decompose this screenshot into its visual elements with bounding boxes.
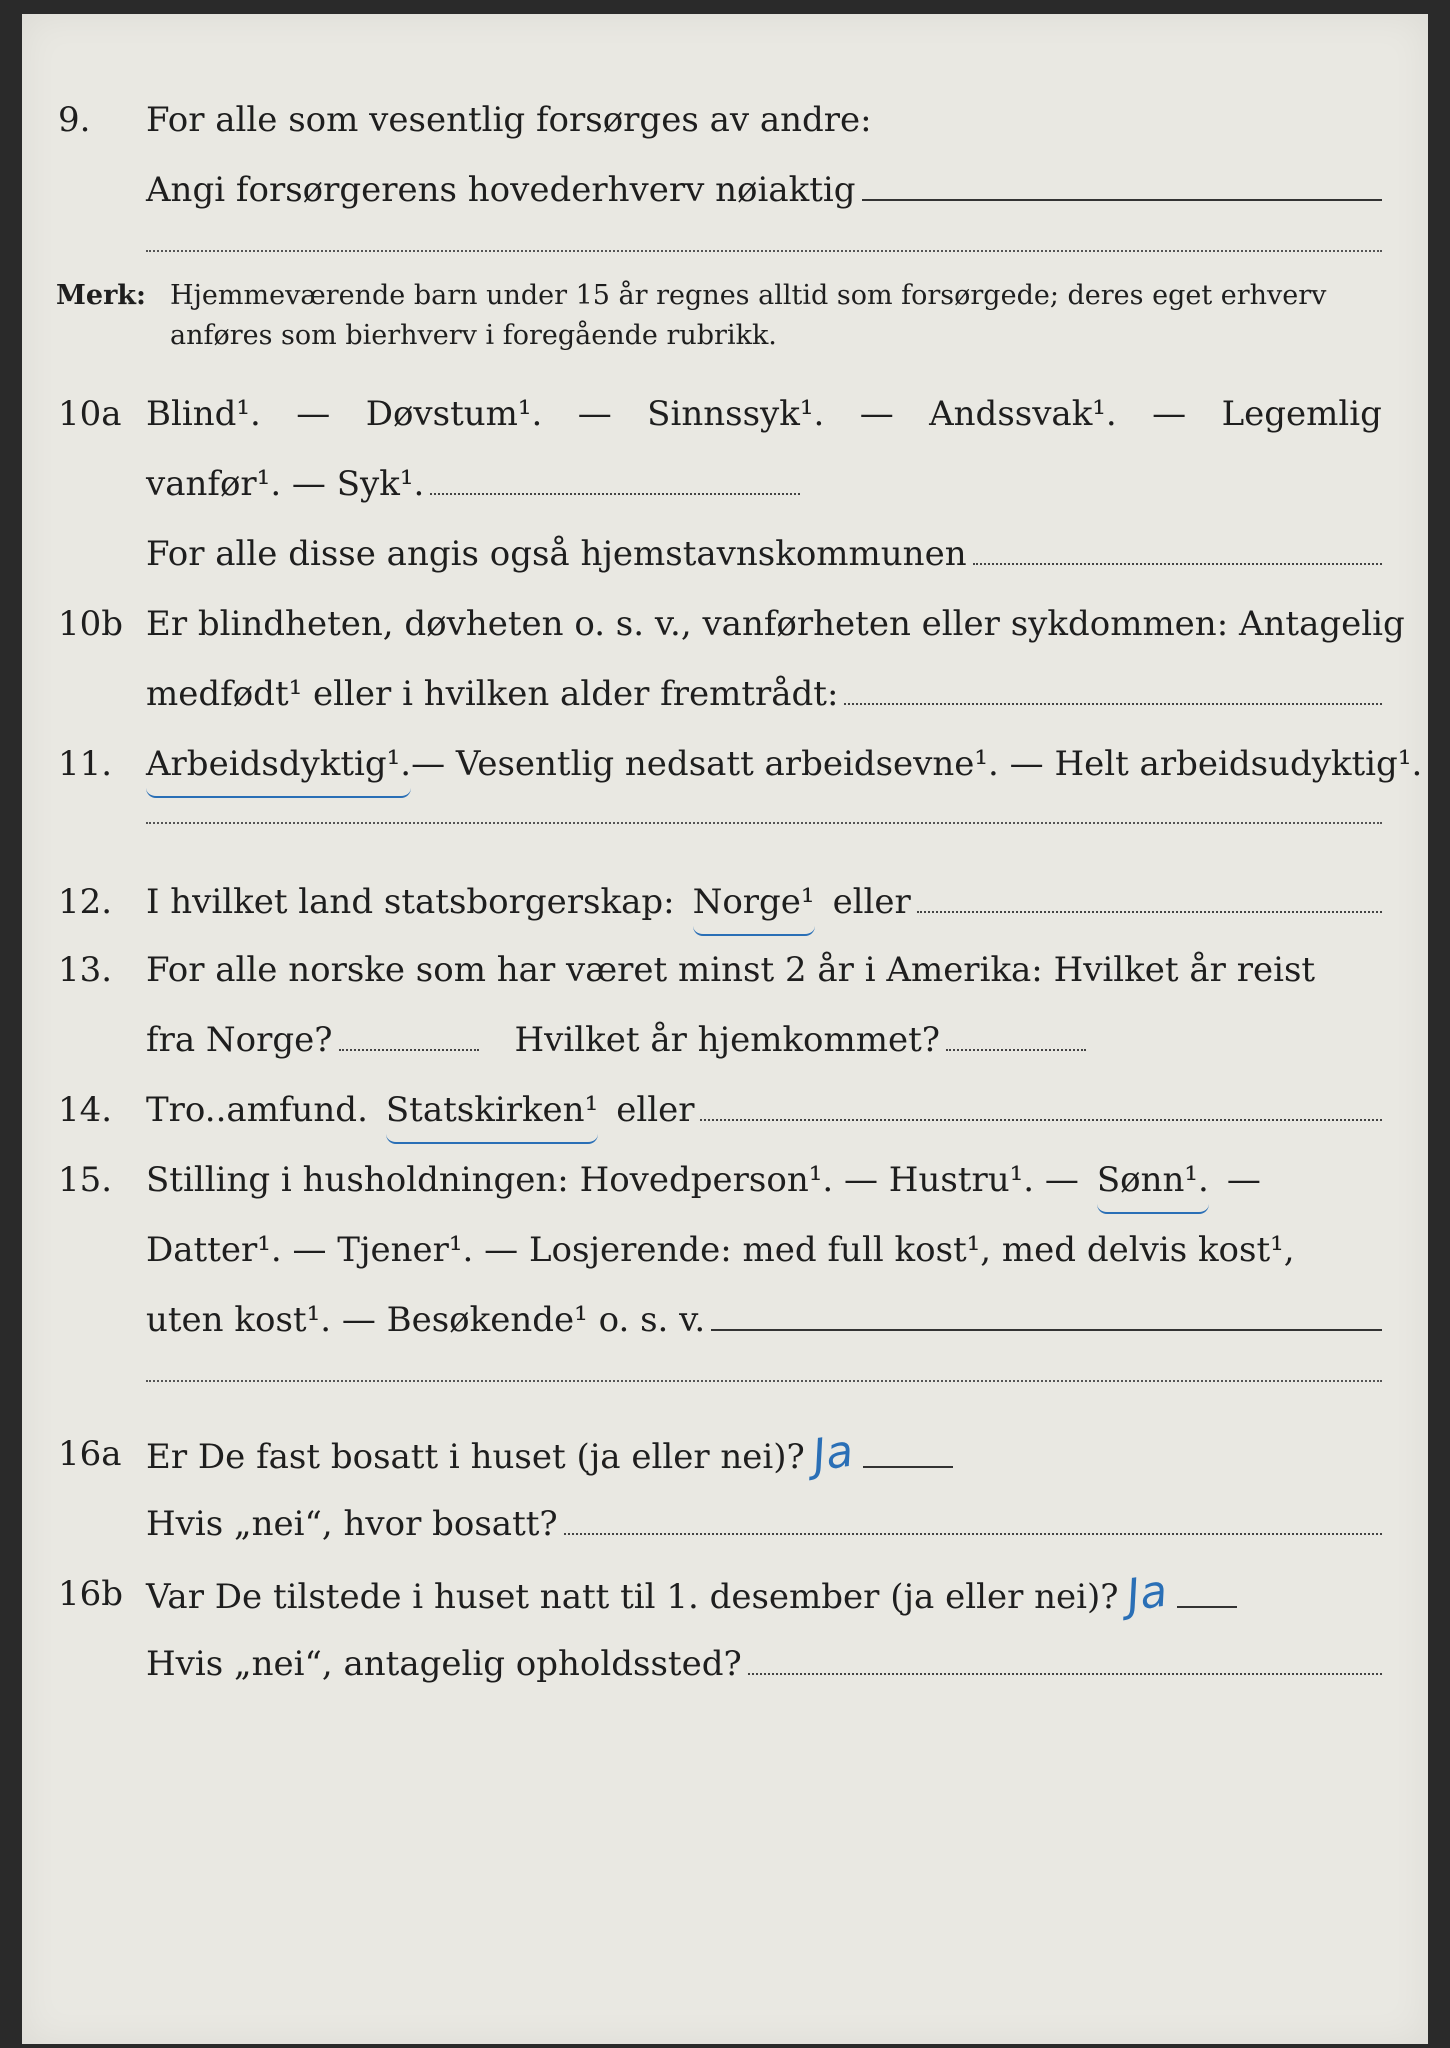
- q13-row: [22, 940, 1428, 1000]
- q12-answer-line[interactable]: [917, 911, 1382, 913]
- q16b-text-2: Hvis „nei“, antagelig opholdssted?: [146, 1644, 742, 1684]
- q16b-row: [22, 1564, 1428, 1624]
- q10a-item: Sinnssyk¹.: [647, 394, 825, 434]
- q9-text: For alle som vesentlig forsørges av andre:: [146, 100, 872, 140]
- q10a-row: [22, 384, 1428, 444]
- q16a-text-2: Hvis „nei“, hvor bosatt?: [146, 1504, 558, 1544]
- q10a-row-2: [22, 454, 1428, 514]
- q15-answer-line[interactable]: [711, 1329, 1382, 1331]
- q13-hjemkommet-label: Hvilket år hjemkommet?: [514, 1020, 941, 1060]
- q12-text: I hvilket land statsborgerskap:: [146, 882, 675, 922]
- q16b-opholdssted-line[interactable]: [748, 1673, 1382, 1675]
- q13-text: For alle norske som har været minst 2 år i Amerika: Hvilket år reist: [146, 950, 1316, 990]
- q14-suffix: eller: [616, 1090, 695, 1130]
- q10b-number: 10b: [58, 604, 124, 644]
- q9-number: 9.: [58, 100, 91, 140]
- q11-number: 11.: [58, 744, 113, 784]
- q9-row-2: [22, 160, 1428, 220]
- q15-text-3: uten kost¹. — Besøkende¹ o. s. v.: [146, 1300, 706, 1340]
- q12-suffix: eller: [832, 882, 911, 922]
- merk-text-2: anføres som bierhverv i foregående rubrikk.: [170, 320, 777, 351]
- q14-text: Tro..amfund.: [146, 1090, 368, 1130]
- q9-row: [22, 90, 1428, 150]
- q15-number: 15.: [58, 1160, 113, 1200]
- q10a-item: Andssvak¹.: [929, 394, 1117, 434]
- q15-dash: —: [1226, 1160, 1261, 1200]
- q16a-answer-line[interactable]: [863, 1466, 953, 1468]
- q15-row: [22, 1150, 1428, 1210]
- q10b-text-2: medfødt¹ eller i hvilken alder fremtrådt:: [146, 674, 839, 714]
- q16b-number: 16b: [58, 1574, 124, 1614]
- q14-answer-line[interactable]: [700, 1119, 1382, 1121]
- q10a-text-3: For alle disse angis også hjemstavnskommunen: [146, 534, 967, 574]
- q10b-text: Er blindheten, døvheten o. s. v., vanførheten eller sykdommen: Antagelig: [146, 604, 1405, 644]
- merk-label: Merk:: [56, 280, 146, 311]
- merk-note: [22, 276, 1428, 360]
- q10b-row: [22, 594, 1428, 654]
- q13-reist-label: fra Norge?: [146, 1020, 333, 1060]
- q10a-item: —: [577, 394, 612, 434]
- q10a-row-3: [22, 524, 1428, 584]
- q16b-answer-line[interactable]: [1177, 1606, 1237, 1608]
- q14-selected-option[interactable]: Statskirken¹: [386, 1080, 598, 1144]
- q15-row-2: [22, 1220, 1428, 1280]
- q10a-text-2: vanfør¹. — Syk¹.: [146, 464, 425, 504]
- q13-hjemkommet-line[interactable]: [946, 1049, 1086, 1051]
- q13-reist-line[interactable]: [339, 1049, 479, 1051]
- q10b-row-2: [22, 664, 1428, 724]
- q14-row: [22, 1080, 1428, 1140]
- q15-answer-line-2[interactable]: [146, 1380, 1382, 1382]
- q12-selected-option[interactable]: Norge¹: [693, 872, 815, 936]
- q10a-item: Legemlig: [1221, 394, 1382, 434]
- q9-answer-line-2[interactable]: [146, 250, 1382, 252]
- q16a-row: [22, 1424, 1428, 1484]
- q10a-syk-line[interactable]: [430, 493, 800, 495]
- q15-row-3: [22, 1290, 1428, 1350]
- q11-text: — Vesentlig nedsatt arbeidsevne¹. — Helt arbeidsudyktig¹.: [411, 744, 1423, 784]
- census-form-sheet: [22, 14, 1428, 2044]
- q15-text: Stilling i husholdningen: Hovedperson¹. — Hustru¹. —: [146, 1160, 1079, 1200]
- q16a-number: 16a: [58, 1434, 122, 1474]
- q14-number: 14.: [58, 1090, 113, 1130]
- q10a-item: Blind¹.: [146, 394, 261, 434]
- q16a-handwritten-answer[interactable]: Ja: [809, 1425, 857, 1482]
- q12-row: [22, 872, 1428, 932]
- q9-answer-line[interactable]: [862, 199, 1382, 201]
- q13-row-2: [22, 1010, 1428, 1070]
- q15-text-2: Datter¹. — Tjener¹. — Losjerende: med full kost¹, med delvis kost¹,: [146, 1230, 1295, 1270]
- q9-text-2: Angi forsørgerens hovederhverv nøiaktig: [146, 170, 856, 210]
- q13-number: 13.: [58, 950, 113, 990]
- q16b-row-2: [22, 1634, 1428, 1694]
- q16b-text: Var De tilstede i huset natt til 1. desember (ja eller nei)?: [146, 1577, 1119, 1617]
- q10a-item: Døvstum¹.: [365, 394, 543, 434]
- q10a-item: —: [1152, 394, 1187, 434]
- q10b-answer-line[interactable]: [844, 703, 1382, 705]
- q16a-row-2: [22, 1494, 1428, 1554]
- q10a-item: —: [296, 394, 331, 434]
- q10a-kommune-line[interactable]: [973, 563, 1382, 565]
- q11-answer-line[interactable]: [146, 822, 1382, 824]
- q11-row: [22, 734, 1428, 794]
- q10a-number: 10a: [58, 394, 122, 434]
- q12-number: 12.: [58, 882, 113, 922]
- merk-text-1: Hjemmeværende barn under 15 år regnes alltid som forsørgede; deres eget erhverv: [170, 280, 1327, 311]
- q15-selected-option[interactable]: Sønn¹.: [1097, 1150, 1209, 1214]
- q10a-item: —: [859, 394, 894, 434]
- q16b-handwritten-answer[interactable]: Ja: [1123, 1565, 1170, 1622]
- q16a-bosatt-line[interactable]: [564, 1533, 1382, 1535]
- q16a-text: Er De fast bosatt i huset (ja eller nei)?: [146, 1437, 805, 1477]
- q11-selected-option[interactable]: Arbeidsdyktig¹.: [146, 734, 411, 798]
